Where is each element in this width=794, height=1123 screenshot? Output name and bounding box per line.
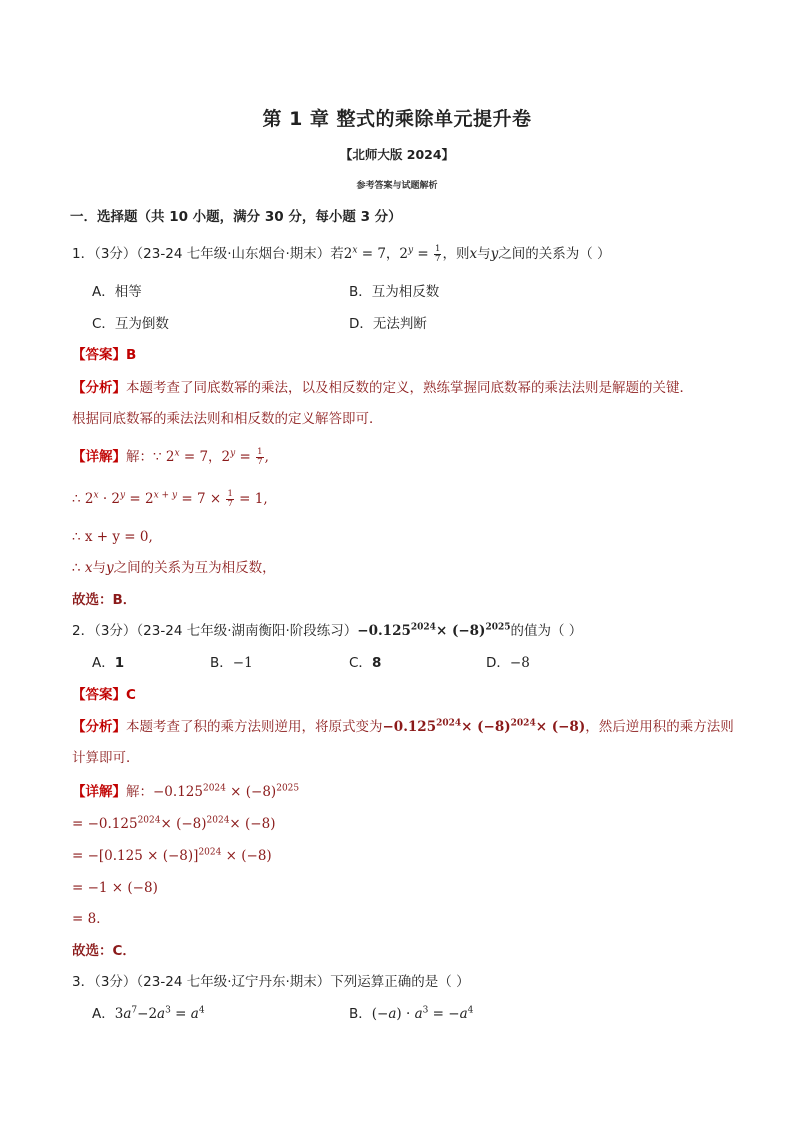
- q1-step4-and: 与: [92, 560, 107, 576]
- q2-stem-suffix: 的值为（ ）: [510, 623, 583, 639]
- q2-stem-expr: $-0.125^{2024}\times (-8)^{2025}$: [357, 622, 511, 639]
- q2-option-b: [210, 654, 253, 672]
- q2-option-b-value: −1: [232, 655, 253, 671]
- q1-stem-and: 与: [477, 246, 491, 262]
- q2-option-c-value: 8: [371, 655, 382, 671]
- q2-option-a-label: A．: [92, 655, 115, 671]
- q1-step4-suffix: 之间的关系为互为相反数，: [113, 560, 276, 576]
- q1-step4-prefix: ∴: [72, 560, 85, 576]
- q1-analysis-label: 【分析】: [72, 380, 126, 396]
- q2-step-5: = 8．: [72, 911, 110, 927]
- q3-option-b: [349, 1005, 473, 1023]
- q2-step-2: = $-0.125^{2024}\times (-8)^{2024}\times (-8)$: [72, 815, 276, 832]
- q2-step-4: = −1 × (−8): [72, 880, 158, 896]
- q1-detail-intro: 解：: [126, 449, 153, 465]
- q2-analysis-label: 【分析】: [72, 719, 126, 735]
- q3-option-a-label: A．: [92, 1006, 115, 1022]
- q1-detail: [72, 448, 269, 467]
- q2-option-c-label: C．: [349, 655, 372, 671]
- q1-answer-value: B: [126, 347, 137, 363]
- q1-analysis: [72, 379, 693, 397]
- q1-answer: [72, 346, 136, 364]
- section-heading: 一．选择题（共 10 小题，满分 30 分，每小题 3 分）: [70, 209, 402, 225]
- q2-analysis: [72, 718, 734, 736]
- q2-option-a-value: 1: [114, 655, 125, 671]
- q1-step-3: ∴ x + y = 0,: [72, 529, 153, 545]
- page-title: 第 1 章 整式的乘除单元提升卷: [262, 108, 532, 130]
- q1-analysis-line2: 根据同底数幂的乘法法则和相反数的定义解答即可．: [72, 411, 383, 427]
- q3-option-a: [92, 1005, 205, 1023]
- q1-expr-1: $2^x = 7$，$2^y$ = $\frac{1}{7}$ ，则x: [343, 244, 478, 264]
- q3-stem: 3．（3分）（23-24 七年级·辽宁丹东·期末）下列运算正确的是（ ）: [72, 974, 470, 990]
- q2-option-a: [92, 654, 124, 672]
- q1-conclusion: 故选：B．: [72, 592, 137, 608]
- q1-stem-prefix: 1．（3分）（23-24 七年级·山东烟台·期末）若: [72, 246, 344, 262]
- q1-detail-given: ∵ $2^x = 7$，$2^y$ = $\frac{1}{7}$ ,: [153, 447, 269, 467]
- q2-analysis-expr: $-0.125^{2024}\times (-8)^{2024}\times (-8)$: [382, 718, 586, 735]
- q2-analysis-line1-suffix: ，然后逆用积的乘方法则: [585, 719, 734, 735]
- q1-stem-suffix: 之间的关系为（ ）: [498, 246, 611, 262]
- q2-answer-value: C: [126, 687, 136, 703]
- q1-detail-label: 【详解】: [72, 449, 126, 465]
- q2-conclusion: 故选：C．: [72, 943, 136, 959]
- q2-step-3: = $-[0.125 \times (-8)]^{2024} \times (-8)$: [72, 847, 272, 864]
- q2-option-c: [349, 654, 381, 672]
- q2-analysis-line1-prefix: 本题考查了积的乘方法则逆用，将原式变为: [126, 719, 383, 735]
- q2-detail-intro: 解：: [126, 784, 153, 800]
- edition-label: 【北师大版 2024】: [339, 147, 455, 162]
- q1-option-c: C．互为倒数: [92, 316, 169, 332]
- q1-analysis-line1: 本题考查了同底数幂的乘法，以及相反数的定义，熟练掌握同底数幂的乘法法则是解题的关键．: [126, 380, 693, 396]
- q2-detail: [72, 783, 299, 801]
- q1-answer-label: 【答案】: [72, 347, 126, 363]
- q2-stem-prefix: 2．（3分）（23-24 七年级·湖南衡阳·阶段练习）: [72, 623, 358, 639]
- q2-stem: [72, 622, 582, 640]
- q2-option-b-label: B．: [210, 655, 233, 671]
- q1-option-a: A．相等: [92, 284, 142, 300]
- q1-step-2: ∴ $2^x \cdot 2^y = 2^{x + y} = 7$ × $\frac{1}{7}$ = 1,: [72, 489, 268, 509]
- answer-subtitle: 参考答案与试题解析: [356, 181, 438, 191]
- q1-step4-var-x: x: [84, 560, 93, 576]
- q2-option-d-label: D．: [486, 655, 510, 671]
- q3-option-b-expr: $(-a) \cdot a^3 = -a^4$: [371, 1005, 474, 1022]
- q2-detail-expr: $-0.125^{2024} \times (-8)^{2025}$: [153, 783, 300, 800]
- q2-option-d: [486, 654, 530, 672]
- q2-answer-label: 【答案】: [72, 687, 126, 703]
- q3-option-a-expr: $3a^7-2a^3 = a^4$: [114, 1005, 205, 1022]
- q1-option-d: D．无法判断: [349, 316, 427, 332]
- q2-analysis-line2: 计算即可．: [72, 750, 140, 766]
- q1-step-4: [72, 559, 276, 577]
- q2-option-d-value: −8: [509, 655, 530, 671]
- q2-detail-label: 【详解】: [72, 784, 126, 800]
- q1-option-b: B．互为相反数: [349, 284, 440, 300]
- q1-stem: [72, 245, 611, 264]
- q1-var-y: y: [490, 246, 499, 262]
- q3-option-b-label: B．: [349, 1006, 372, 1022]
- q2-answer: [72, 686, 136, 704]
- q1-step4-var-y: y: [106, 560, 114, 576]
